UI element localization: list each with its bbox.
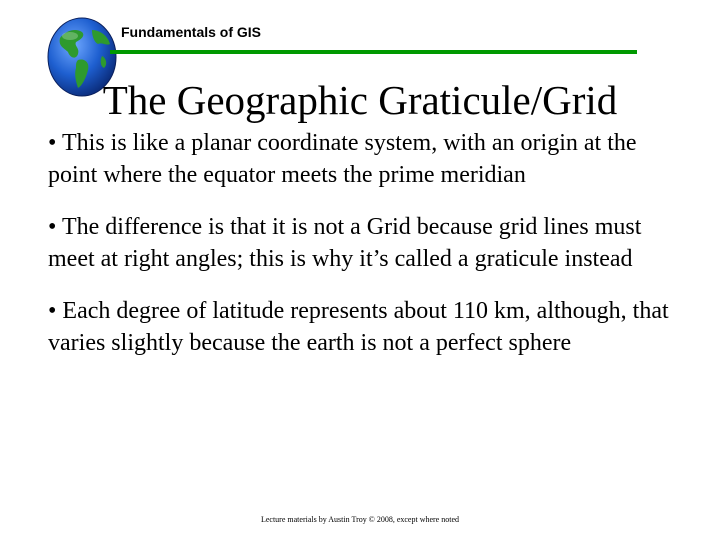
bullet-list: [48, 127, 688, 379]
bullet-marker: •: [48, 130, 57, 156]
bullet-marker: •: [48, 298, 57, 324]
bullet-text: Each degree of latitude represents about 110 km, although, that varies slightly because the earth is not a perfect sphere: [48, 298, 669, 356]
slide-title: The Geographic Graticule/Grid: [102, 77, 618, 123]
bullet-item: [48, 211, 688, 275]
bullet-text: The difference is that it is not a Grid because grid lines must meet at right angles; this is why it’s called a graticule instead: [48, 214, 642, 272]
course-label: Fundamentals of GIS: [121, 24, 262, 40]
bullet-item: [48, 295, 688, 359]
header-divider: [110, 50, 637, 54]
bullet-text: This is like a planar coordinate system, with an origin at the point where the equator meets the prime meridian: [48, 130, 637, 188]
bullet-item: [48, 127, 688, 191]
footer-credit: Lecture materials by Austin Troy © 2008, except where noted: [260, 515, 460, 524]
bullet-marker: •: [48, 214, 57, 240]
